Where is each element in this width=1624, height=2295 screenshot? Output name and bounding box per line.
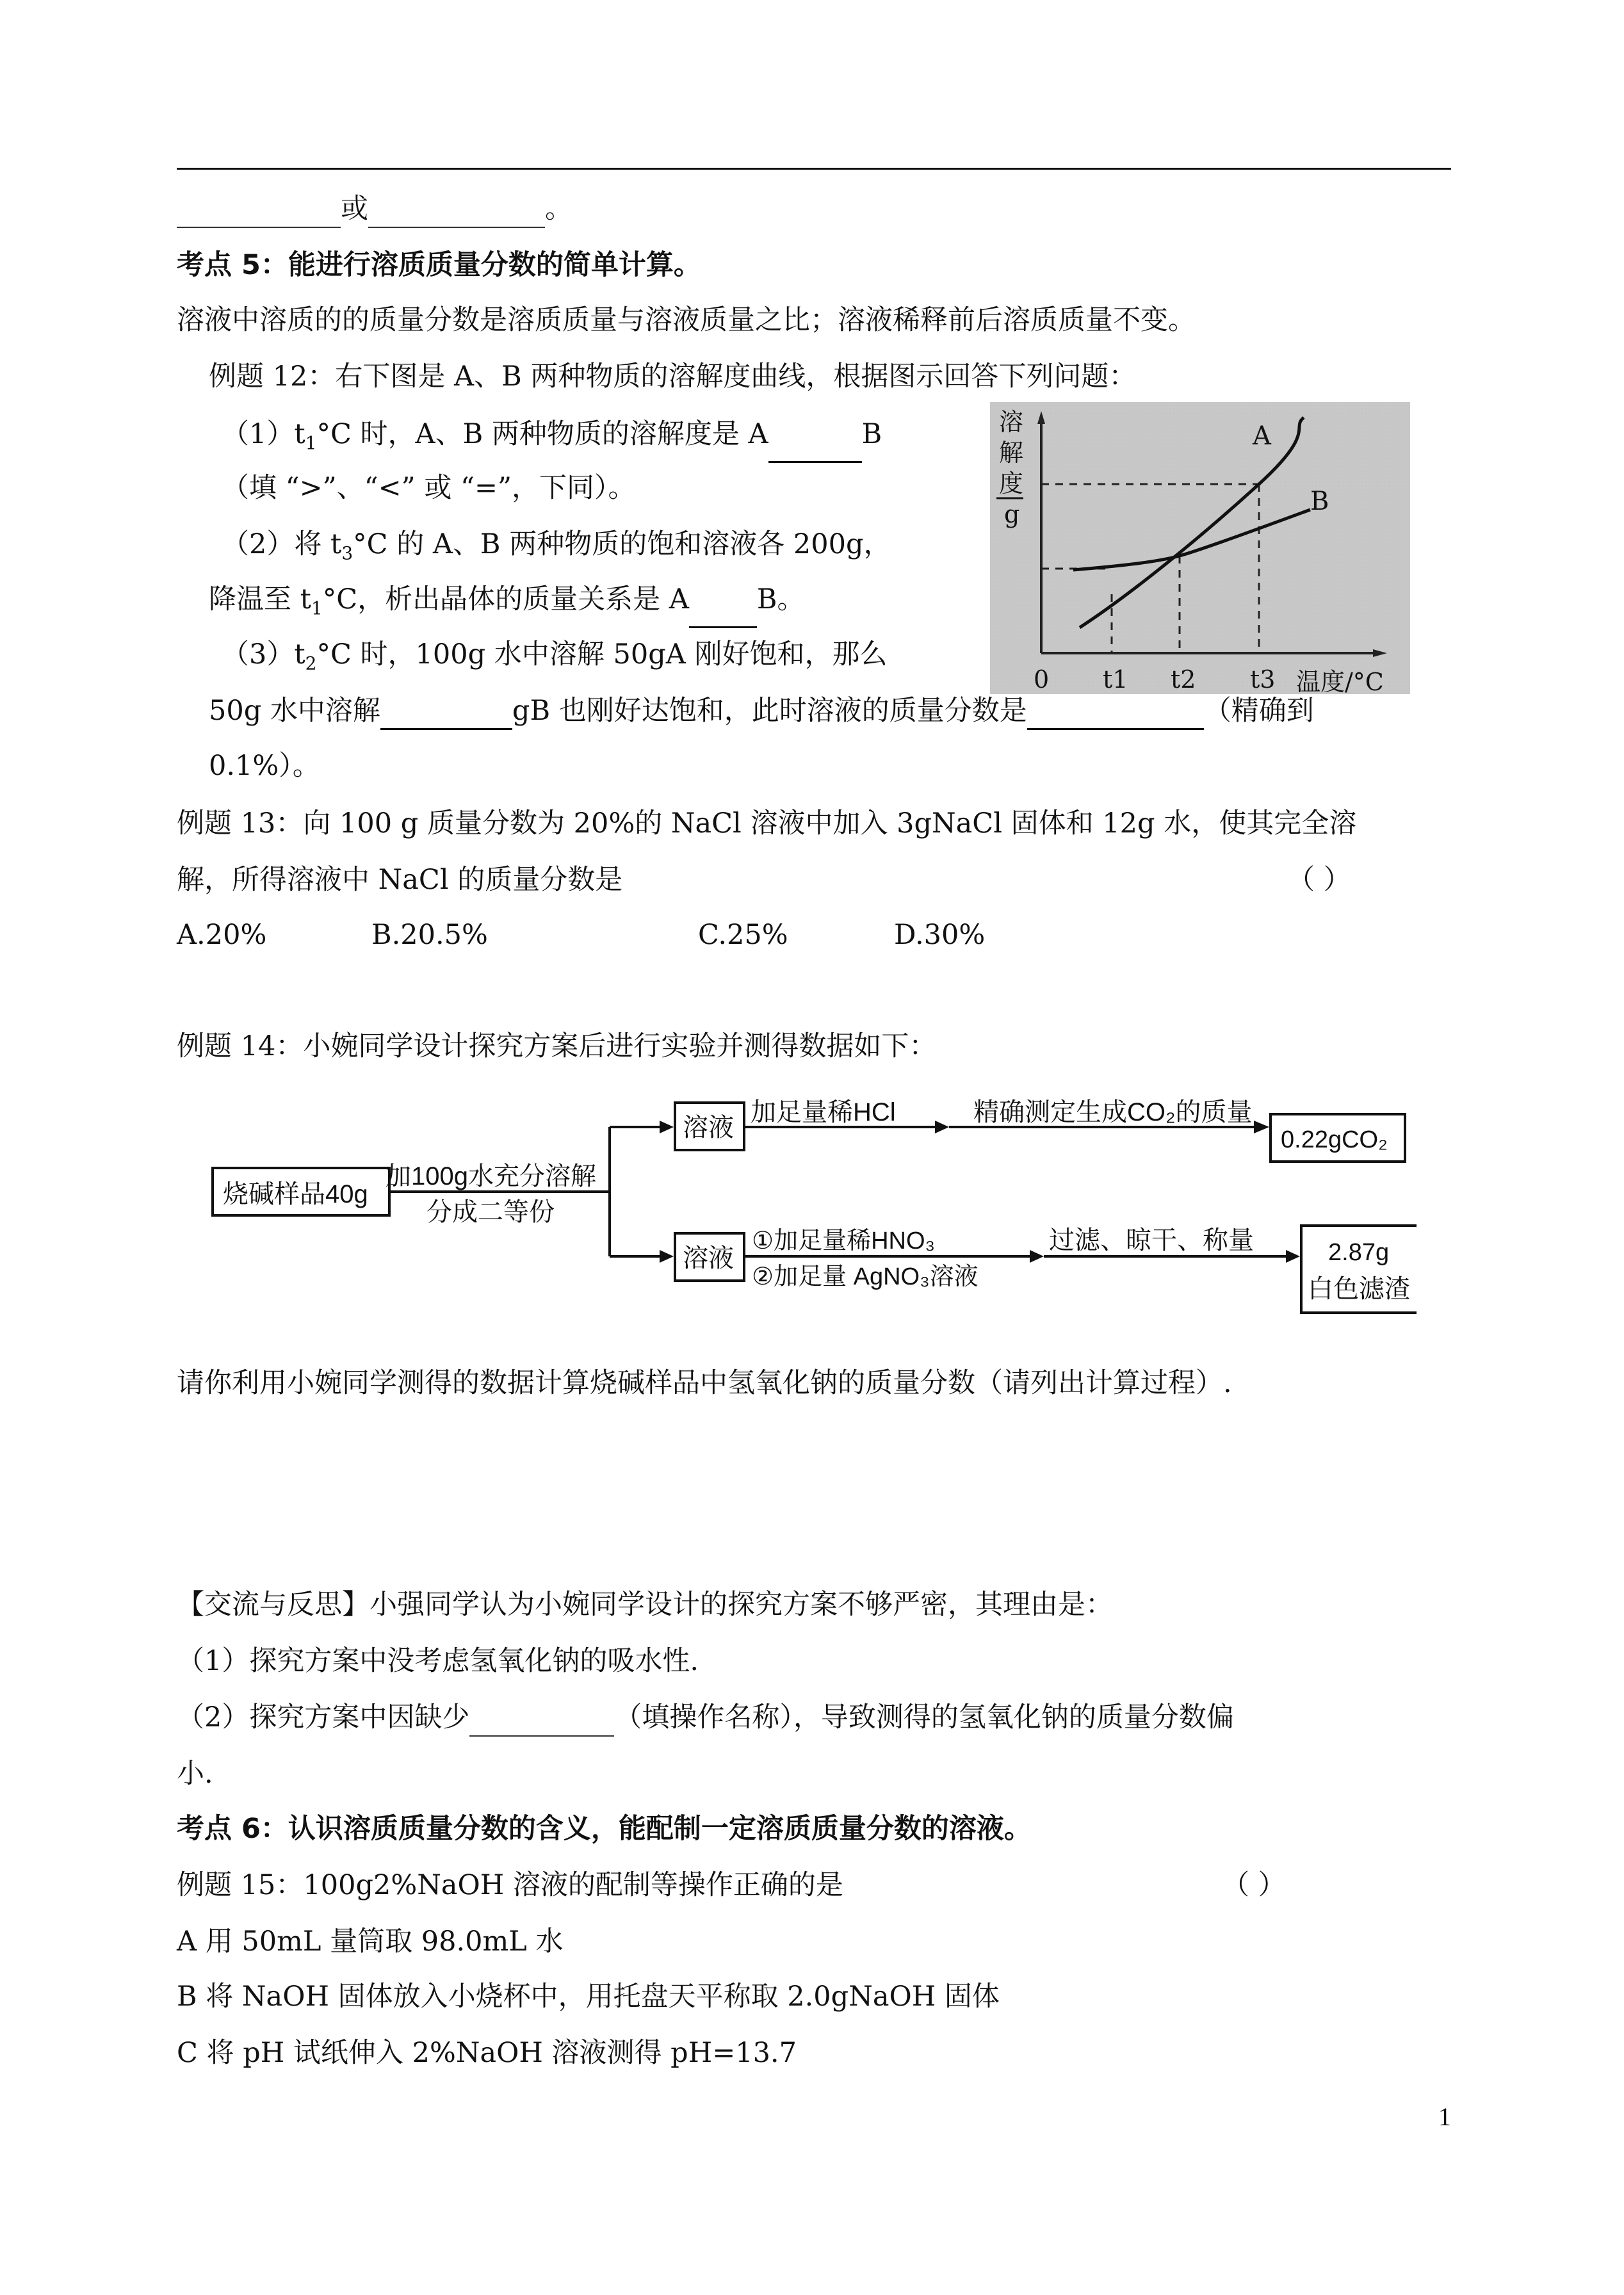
answer-blank[interactable]: [469, 1707, 614, 1737]
solubility-curve-figure: [990, 402, 1410, 694]
curve-b-label: B: [1310, 487, 1329, 516]
example-12-q2: （2）将 $t_3^\circ C$ 的 A、B 两种物质的饱和溶液各 200g，: [222, 528, 891, 564]
step1-bottom-label: 分成二等份: [426, 1198, 555, 1226]
example-12-q3-end: 0.1%）。: [209, 750, 320, 782]
example-15-title: 例题 15：100g2%NaOH 溶液的配制等操作正确的是: [177, 1869, 843, 1901]
filter-label: 过滤、晾干、称量: [1049, 1226, 1254, 1254]
answer-blank[interactable]: [768, 433, 862, 463]
answer-bracket[interactable]: （ ）: [1287, 864, 1351, 896]
answer-blank[interactable]: [380, 700, 512, 730]
kaodian6-title: 考点 6：认识溶质质量分数的含义，能配制一定溶质质量分数的溶液。: [177, 1813, 1032, 1845]
reflection-2-end: 小.: [177, 1758, 213, 1790]
result-bottom-mass: 2.87g: [1328, 1239, 1390, 1266]
reflection-2: （2）探究方案中因缺少 （填操作名称），导致测得的氢氧化钠的质量分数偏: [177, 1698, 1234, 1737]
example-12-q3: $(3)t_2^\circ C$ 时，100g 水中溶解 50gA 刚好饱和，那么: [222, 638, 888, 674]
blank-line: 或 。: [177, 190, 572, 228]
answer-blank[interactable]: [689, 598, 757, 628]
option-b: B.20.5%: [371, 919, 488, 951]
solution-bottom-label: 溶液: [683, 1244, 734, 1272]
page-number: 1: [1438, 2102, 1451, 2131]
example-12-q1: $(1)t_1^\circ C$ 时，A、B 两种物质的溶解度是 A B: [222, 415, 882, 463]
tick-label: t2: [1171, 665, 1196, 693]
experiment-flow-diagram: [200, 1089, 1417, 1326]
answer-blank[interactable]: [177, 199, 341, 228]
example-12-q1-note: （填 “>”、“<” 或 “=”，下同）。: [222, 472, 636, 504]
solution-top-label: 溶液: [683, 1114, 734, 1142]
add-agno3-label: ②加足量 AgNO₃溶液: [752, 1263, 978, 1290]
example-13-line1: 例题 13：向 100 g 质量分数为 20%的 NaCl 溶液中加入 3gNaCl 固体和 12g 水，使其完全溶: [177, 807, 1357, 839]
example-14-title: 例题 14：小婉同学设计探究方案后进行实验并测得数据如下：: [177, 1030, 937, 1062]
option-d: D.30%: [894, 919, 986, 951]
answer-blank[interactable]: [1027, 700, 1204, 730]
option-b: B 将 NaOH 固体放入小烧杯中，用托盘天平称取 2.0gNaOH 固体: [177, 1981, 1000, 2013]
answer-bracket[interactable]: （ ）: [1222, 1869, 1286, 1901]
ylabel-char: 溶: [999, 408, 1024, 436]
example-13-line2: 解，所得溶液中 NaCl 的质量分数是: [177, 864, 623, 896]
kaodian5-intro: 溶液中溶质的的质量分数是溶质质量与溶液质量之比；溶液稀释前后溶质质量不变。: [177, 304, 1196, 336]
example-12-title: 例题 12：右下图是 A、B 两种物质的溶解度曲线，根据图示回答下列问题：: [209, 361, 1137, 393]
option-a: A.20%: [177, 919, 267, 951]
origin-label: 0: [1034, 665, 1050, 693]
ylabel-char: g: [1004, 500, 1020, 528]
sample-label: 烧碱样品40g: [223, 1180, 368, 1208]
reflection-1: （1）探究方案中没考虑氢氧化钠的吸水性.: [177, 1645, 699, 1677]
header-rule: [177, 168, 1451, 170]
result-top-label: 0.22gCO₂: [1281, 1126, 1388, 1153]
curve-a-label: A: [1253, 421, 1271, 451]
tick-label: t3: [1250, 665, 1276, 693]
ylabel-char: 解: [999, 439, 1024, 467]
tick-label: t1: [1103, 665, 1128, 693]
add-hcl-label: 加足量稀HCl: [751, 1098, 896, 1126]
option-c: C.25%: [698, 919, 788, 951]
example-12-q2-cont: 降温至 $t_1^\circ C$，析出晶体的质量关系是 A B。: [209, 580, 805, 628]
answer-blank[interactable]: [368, 199, 545, 228]
step1-top-label: 加100g水充分溶解: [386, 1162, 596, 1190]
option-a: A 用 50mL 量筒取 98.0mL 水: [177, 1926, 564, 1958]
example-12-q3-cont: 50g 水中溶解 gB 也刚好达饱和，此时溶液的质量分数是 （精确到: [209, 692, 1314, 730]
kaodian5-title: 考点 5：能进行溶质质量分数的简单计算。: [177, 249, 701, 281]
result-bottom-label: 白色滤渣: [1308, 1275, 1410, 1303]
option-c: C 将 pH 试纸伸入 2%NaOH 溶液测得 pH=13.7: [177, 2037, 797, 2069]
x-axis-label: 温度/°C: [1296, 668, 1384, 694]
add-hno3-label: ①加足量稀HNO₃: [752, 1228, 935, 1254]
ylabel-char: 度: [999, 469, 1024, 498]
example-14-question: 请你利用小婉同学测得的数据计算烧碱样品中氢氧化钠的质量分数（请列出计算过程）.: [177, 1367, 1232, 1399]
measure-label: 精确测定生成CO₂的质量: [973, 1098, 1253, 1126]
reflection-title: 【交流与反思】小强同学认为小婉同学设计的探究方案不够严密，其理由是：: [177, 1589, 1113, 1621]
